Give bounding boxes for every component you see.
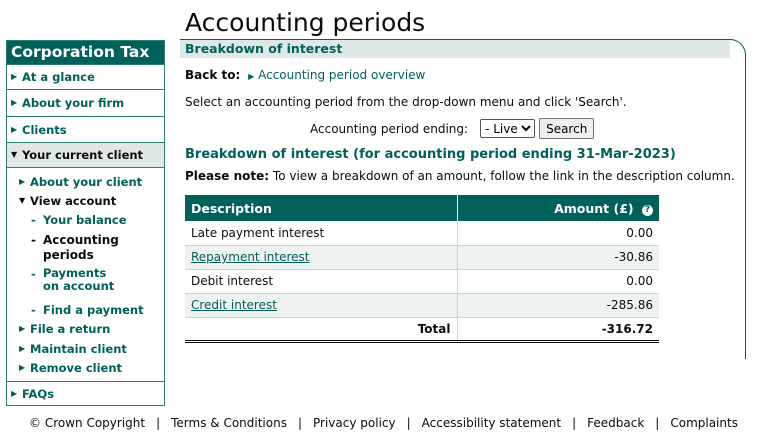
triangle-right-icon: ▶: [19, 343, 26, 353]
dash-bullet: -: [31, 213, 36, 227]
feedback-link[interactable]: Feedback: [587, 416, 645, 430]
row-amount: -285.86: [457, 293, 659, 317]
breakdown-heading: Breakdown of interest (for accounting period ending 31-Mar-2023): [185, 147, 676, 162]
back-label: Back to:: [185, 68, 241, 82]
note-row: [185, 169, 735, 183]
total-amount: -316.72: [457, 317, 659, 341]
row-amount: 0.00: [457, 221, 659, 245]
footer-separator: |: [156, 416, 161, 430]
sidebar-nav: [6, 40, 165, 406]
footer-separator: |: [297, 416, 303, 430]
column-header-amount-label: Amount (£): [554, 200, 634, 216]
row-amount: 0.00: [457, 269, 659, 293]
table-row: [185, 245, 659, 269]
total-label: Total: [185, 317, 457, 341]
dash-bullet: -: [31, 233, 36, 247]
row-description: Debit interest: [185, 269, 457, 293]
sidebar-item-label: Clients: [22, 122, 67, 137]
help-icon[interactable]: ?: [642, 205, 653, 216]
table-row: [185, 293, 659, 317]
table-row: [185, 221, 659, 245]
period-label: Accounting period ending:: [310, 121, 469, 136]
instruction-text: Select an accounting period from the drop-down menu and click 'Search'.: [185, 95, 627, 109]
submenu-find-a-payment[interactable]: [7, 300, 164, 319]
current-client-submenu: [7, 167, 164, 381]
sidebar-item-faqs[interactable]: [7, 381, 164, 405]
submenu-view-account[interactable]: [7, 191, 164, 210]
triangle-right-icon: ▶: [11, 98, 18, 107]
privacy-link[interactable]: Privacy policy: [313, 416, 396, 430]
total-row: [185, 317, 659, 341]
triangle-right-icon: ▶: [11, 72, 18, 81]
sidebar-item-label: FAQs: [22, 386, 55, 401]
accessibility-link[interactable]: Accessibility statement: [421, 416, 562, 430]
row-description-cell: [185, 293, 457, 317]
triangle-right-icon: ▶: [11, 388, 18, 398]
repayment-interest-link[interactable]: Repayment interest: [191, 250, 310, 264]
triangle-down-icon: ▼: [19, 195, 26, 205]
page-title: Accounting periods: [185, 8, 426, 37]
accounting-period-select[interactable]: [480, 119, 535, 138]
column-header-amount: [457, 195, 659, 221]
footer-separator: |: [572, 416, 577, 430]
note-label: Please note:: [185, 169, 270, 183]
submenu-label: Remove client: [30, 360, 123, 375]
submenu-payments-on-account[interactable]: [7, 266, 164, 300]
column-header-description: Description: [185, 195, 457, 221]
submenu-maintain-client[interactable]: [7, 339, 164, 358]
row-amount: -30.86: [457, 245, 659, 269]
back-link-row: [185, 68, 425, 82]
search-button[interactable]: Search: [539, 118, 594, 139]
sidebar-item-about-your-firm[interactable]: [7, 89, 164, 116]
sidebar-item-label: At a glance: [22, 70, 95, 84]
triangle-down-icon: ▼: [11, 150, 18, 159]
row-description-cell: [185, 245, 457, 269]
table-row: [185, 269, 659, 293]
dash-bullet: -: [31, 267, 36, 281]
triangle-right-icon: ▶: [19, 324, 26, 333]
copyright-text: © Crown Copyright: [29, 416, 146, 430]
submenu-label: Find a payment: [43, 302, 144, 317]
footer: [29, 416, 738, 430]
sidebar-item-label: About your firm: [22, 96, 125, 110]
terms-link[interactable]: Terms & Conditions: [171, 416, 287, 430]
submenu-your-balance[interactable]: [7, 210, 164, 230]
submenu-accounting-periods[interactable]: [7, 230, 164, 266]
sidebar-title: Corporation Tax: [7, 41, 164, 64]
sidebar-item-clients[interactable]: [7, 116, 164, 142]
submenu-label: View account: [30, 193, 117, 208]
triangle-right-icon: ▶: [19, 362, 26, 372]
period-selector-row: [310, 118, 594, 139]
note-text: To view a breakdown of an amount, follow the link in the description column.: [272, 169, 735, 183]
interest-table: [185, 195, 659, 343]
sidebar-item-label: Your current client: [22, 148, 144, 162]
submenu-label: Maintain client: [30, 341, 127, 356]
triangle-right-icon: ▶: [19, 176, 26, 186]
footer-separator: |: [406, 416, 411, 430]
row-description: Late payment interest: [185, 221, 457, 245]
dash-bullet: -: [31, 302, 36, 317]
submenu-label: Payments on account: [43, 266, 115, 293]
credit-interest-link[interactable]: Credit interest: [191, 298, 277, 312]
panel-header: Breakdown of interest: [180, 40, 730, 58]
sidebar-item-your-current-client[interactable]: [7, 142, 164, 167]
submenu-label: Accounting periods: [43, 233, 119, 262]
sidebar-item-at-a-glance[interactable]: [7, 64, 164, 89]
triangle-right-icon: ▶: [248, 72, 255, 81]
submenu-label: File a return: [30, 322, 111, 336]
submenu-label: Your balance: [43, 213, 127, 227]
complaints-link[interactable]: Complaints: [670, 416, 738, 430]
submenu-remove-client[interactable]: [7, 358, 164, 377]
submenu-about-your-client[interactable]: [7, 172, 164, 191]
triangle-right-icon: ▶: [11, 124, 18, 134]
accounting-period-overview-link[interactable]: Accounting period overview: [258, 68, 426, 82]
submenu-file-a-return[interactable]: [7, 319, 164, 339]
footer-separator: |: [655, 416, 660, 430]
table-header-row: [185, 195, 659, 221]
submenu-label: About your client: [30, 174, 143, 189]
